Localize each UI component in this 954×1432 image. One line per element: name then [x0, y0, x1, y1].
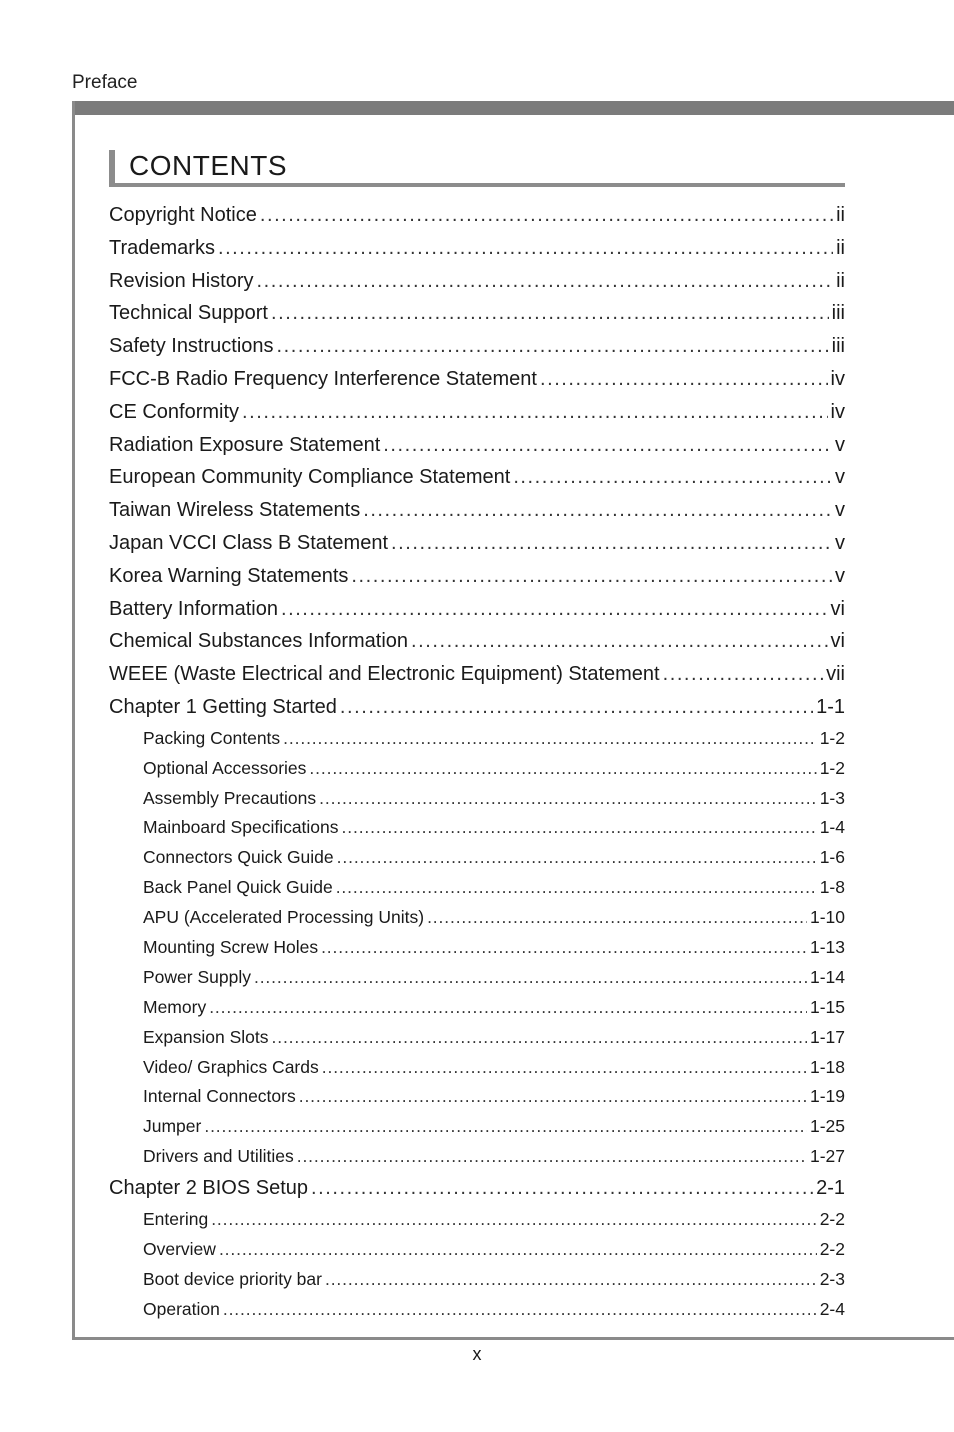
toc-entry[interactable]: [109, 691, 845, 724]
toc-entry-title: Chapter 1 Getting Started: [109, 695, 337, 718]
toc-dot-leader: [299, 1082, 807, 1112]
toc-entry[interactable]: [109, 658, 845, 691]
toc-dot-leader: [342, 813, 817, 843]
toc-entry-title: Boot device priority bar: [143, 1268, 322, 1289]
toc-entry[interactable]: [109, 461, 845, 494]
toc-entry-title: Power Supply: [143, 966, 251, 987]
toc-entry-page: 1-1: [816, 695, 845, 718]
toc-dot-leader: [383, 429, 832, 462]
toc-entry-page: 1-8: [819, 877, 845, 898]
toc-entry[interactable]: [109, 843, 845, 873]
toc-dot-leader: [427, 903, 807, 933]
toc-entry-page: iv: [830, 400, 845, 423]
toc-dot-leader: [363, 494, 832, 527]
toc-entry-page: 1-4: [819, 817, 845, 838]
toc-entry-title: FCC-B Radio Frequency Interference Statement: [109, 367, 537, 390]
toc-dot-leader: [256, 265, 833, 298]
toc-dot-leader: [391, 527, 832, 560]
toc-entry-title: Jumper: [143, 1116, 202, 1137]
toc-dot-leader: [242, 396, 828, 429]
toc-entry-page: 2-3: [819, 1268, 845, 1289]
toc-entry[interactable]: [109, 560, 845, 593]
toc-entry-title: Chemical Substances Information: [109, 630, 409, 653]
toc-entry-page: 2-2: [819, 1238, 845, 1259]
page-title: CONTENTS: [129, 150, 287, 181]
toc-entry-page: ii: [836, 269, 845, 292]
toc-entry-page: iii: [831, 335, 845, 358]
toc-entry-page: 2-1: [816, 1177, 845, 1200]
toc-entry-title: Memory: [143, 996, 207, 1017]
toc-entry-page: 1-15: [809, 996, 845, 1017]
toc-dot-leader: [260, 199, 833, 232]
toc-dot-leader: [319, 784, 817, 814]
toc-entry[interactable]: [109, 963, 845, 993]
frame-top-bar: [72, 101, 954, 115]
toc-entry-page: vii: [826, 663, 845, 686]
toc-entry-page: vi: [830, 630, 845, 653]
toc-entry[interactable]: [109, 297, 845, 330]
toc-dot-leader: [340, 691, 813, 724]
toc-dot-leader: [351, 560, 832, 593]
toc-entry-page: v: [835, 564, 845, 587]
toc-dot-leader: [311, 1172, 813, 1205]
toc-entry-title: Korea Warning Statements: [109, 564, 349, 587]
toc-dot-leader: [209, 993, 807, 1023]
toc-entry-title: Technical Support: [109, 302, 268, 325]
toc-entry-page: 1-14: [809, 966, 845, 987]
heading-accent-bar: [109, 150, 115, 184]
toc-entry[interactable]: [109, 232, 845, 265]
toc-entry[interactable]: [109, 1205, 845, 1235]
toc-entry-page: vi: [830, 597, 845, 620]
toc-dot-leader: [513, 461, 832, 494]
toc-entry[interactable]: [109, 1053, 845, 1083]
toc-entry-title: Trademarks: [109, 236, 215, 259]
toc-dot-leader: [272, 1023, 807, 1053]
toc-entry-title: Chapter 2 BIOS Setup: [109, 1177, 309, 1200]
toc-entry-title: Japan VCCI Class B Statement: [109, 531, 389, 554]
toc-entry-title: Overview: [143, 1238, 216, 1259]
toc-entry[interactable]: [109, 813, 845, 843]
toc-entry[interactable]: [109, 429, 845, 462]
toc-entry-title: Mounting Screw Holes: [143, 936, 319, 957]
toc-entry-title: Packing Contents: [143, 727, 281, 748]
toc-entry[interactable]: [109, 1082, 845, 1112]
toc-dot-leader: [336, 873, 817, 903]
toc-entry-title: Back Panel Quick Guide: [143, 877, 333, 898]
toc-entry[interactable]: [109, 873, 845, 903]
table-of-contents: [109, 199, 845, 1324]
running-header: Preface: [72, 72, 138, 93]
toc-entry-page: 1-17: [809, 1026, 845, 1047]
toc-dot-leader: [211, 1205, 817, 1235]
toc-entry[interactable]: [109, 527, 845, 560]
toc-entry[interactable]: [109, 1142, 845, 1172]
frame-left-rule: [72, 101, 75, 1340]
toc-entry-title: Operation: [143, 1298, 220, 1319]
toc-dot-leader: [322, 1053, 807, 1083]
toc-entry-title: Video/ Graphics Cards: [143, 1056, 319, 1077]
toc-dot-leader: [325, 1265, 817, 1295]
toc-entry-title: Entering: [143, 1208, 209, 1229]
toc-entry-title: Safety Instructions: [109, 335, 274, 358]
toc-dot-leader: [271, 297, 829, 330]
toc-entry[interactable]: [109, 265, 845, 298]
toc-entry-page: v: [835, 433, 845, 456]
toc-dot-leader: [297, 1142, 807, 1172]
toc-entry[interactable]: [109, 933, 845, 963]
toc-entry-title: APU (Accelerated Processing Units): [143, 907, 425, 928]
toc-dot-leader: [283, 724, 817, 754]
toc-entry-title: WEEE (Waste Electrical and Electronic Equipment) Statement: [109, 663, 660, 686]
toc-entry-title: Taiwan Wireless Statements: [109, 499, 361, 522]
toc-dot-leader: [663, 658, 824, 691]
toc-entry-page: 1-2: [819, 727, 845, 748]
toc-entry-page: v: [835, 531, 845, 554]
toc-entry[interactable]: [109, 1172, 845, 1205]
toc-entry-title: Revision History: [109, 269, 254, 292]
toc-entry-title: Radiation Exposure Statement: [109, 433, 381, 456]
toc-dot-leader: [277, 330, 829, 363]
toc-dot-leader: [337, 843, 817, 873]
toc-entry-page: 1-19: [809, 1086, 845, 1107]
toc-entry[interactable]: [109, 1265, 845, 1295]
toc-entry[interactable]: [109, 593, 845, 626]
toc-entry-title: Assembly Precautions: [143, 787, 317, 808]
toc-dot-leader: [411, 625, 828, 658]
toc-entry-page: 1-3: [819, 787, 845, 808]
toc-entry[interactable]: [109, 625, 845, 658]
toc-dot-leader: [309, 754, 816, 784]
toc-dot-leader: [223, 1295, 817, 1325]
toc-dot-leader: [540, 363, 828, 396]
toc-entry-title: Connectors Quick Guide: [143, 847, 334, 868]
toc-entry[interactable]: [109, 363, 845, 396]
toc-entry[interactable]: [109, 1112, 845, 1142]
toc-entry-title: Internal Connectors: [143, 1086, 296, 1107]
toc-entry-page: 1-10: [809, 907, 845, 928]
contents-heading: [109, 150, 845, 188]
toc-entry[interactable]: [109, 993, 845, 1023]
toc-dot-leader: [281, 593, 828, 626]
toc-entry[interactable]: [109, 754, 845, 784]
toc-entry[interactable]: [109, 1023, 845, 1053]
toc-entry-page: 2-4: [819, 1298, 845, 1319]
toc-entry-page: v: [835, 499, 845, 522]
toc-entry[interactable]: [109, 1295, 845, 1325]
toc-entry[interactable]: [109, 396, 845, 429]
toc-entry[interactable]: [109, 903, 845, 933]
toc-entry-page: ii: [836, 236, 845, 259]
toc-entry-page: 2-2: [819, 1208, 845, 1229]
toc-entry-title: European Community Compliance Statement: [109, 466, 511, 489]
toc-entry-page: 1-13: [809, 936, 845, 957]
toc-dot-leader: [218, 232, 833, 265]
toc-dot-leader: [204, 1112, 807, 1142]
toc-entry-title: Battery Information: [109, 597, 278, 620]
toc-entry[interactable]: [109, 199, 845, 232]
toc-entry-title: Drivers and Utilities: [143, 1146, 294, 1167]
toc-entry[interactable]: [109, 1235, 845, 1265]
toc-entry[interactable]: [109, 330, 845, 363]
toc-dot-leader: [219, 1235, 817, 1265]
toc-entry-page: iii: [831, 302, 845, 325]
toc-dot-leader: [321, 933, 807, 963]
toc-entry-page: 1-18: [809, 1056, 845, 1077]
toc-entry-title: CE Conformity: [109, 400, 240, 423]
toc-entry[interactable]: [109, 494, 845, 527]
toc-entry-page: ii: [836, 204, 845, 226]
toc-entry-title: Expansion Slots: [143, 1026, 269, 1047]
page-number: x: [472, 1344, 482, 1364]
toc-entry-page: iv: [830, 367, 845, 390]
frame-bottom-rule: [72, 1337, 954, 1340]
toc-entry-page: 1-25: [809, 1116, 845, 1137]
toc-entry-page: v: [835, 466, 845, 489]
toc-entry[interactable]: [109, 784, 845, 814]
toc-dot-leader: [254, 963, 807, 993]
heading-underline: [109, 183, 845, 187]
toc-entry-page: 1-27: [809, 1146, 845, 1167]
toc-entry-title: Copyright Notice: [109, 204, 257, 226]
toc-entry-title: Mainboard Specifications: [143, 817, 339, 838]
toc-entry-page: 1-2: [819, 757, 845, 778]
toc-entry-title: Optional Accessories: [143, 757, 307, 778]
toc-entry-page: 1-6: [819, 847, 845, 868]
toc-entry[interactable]: [109, 724, 845, 754]
